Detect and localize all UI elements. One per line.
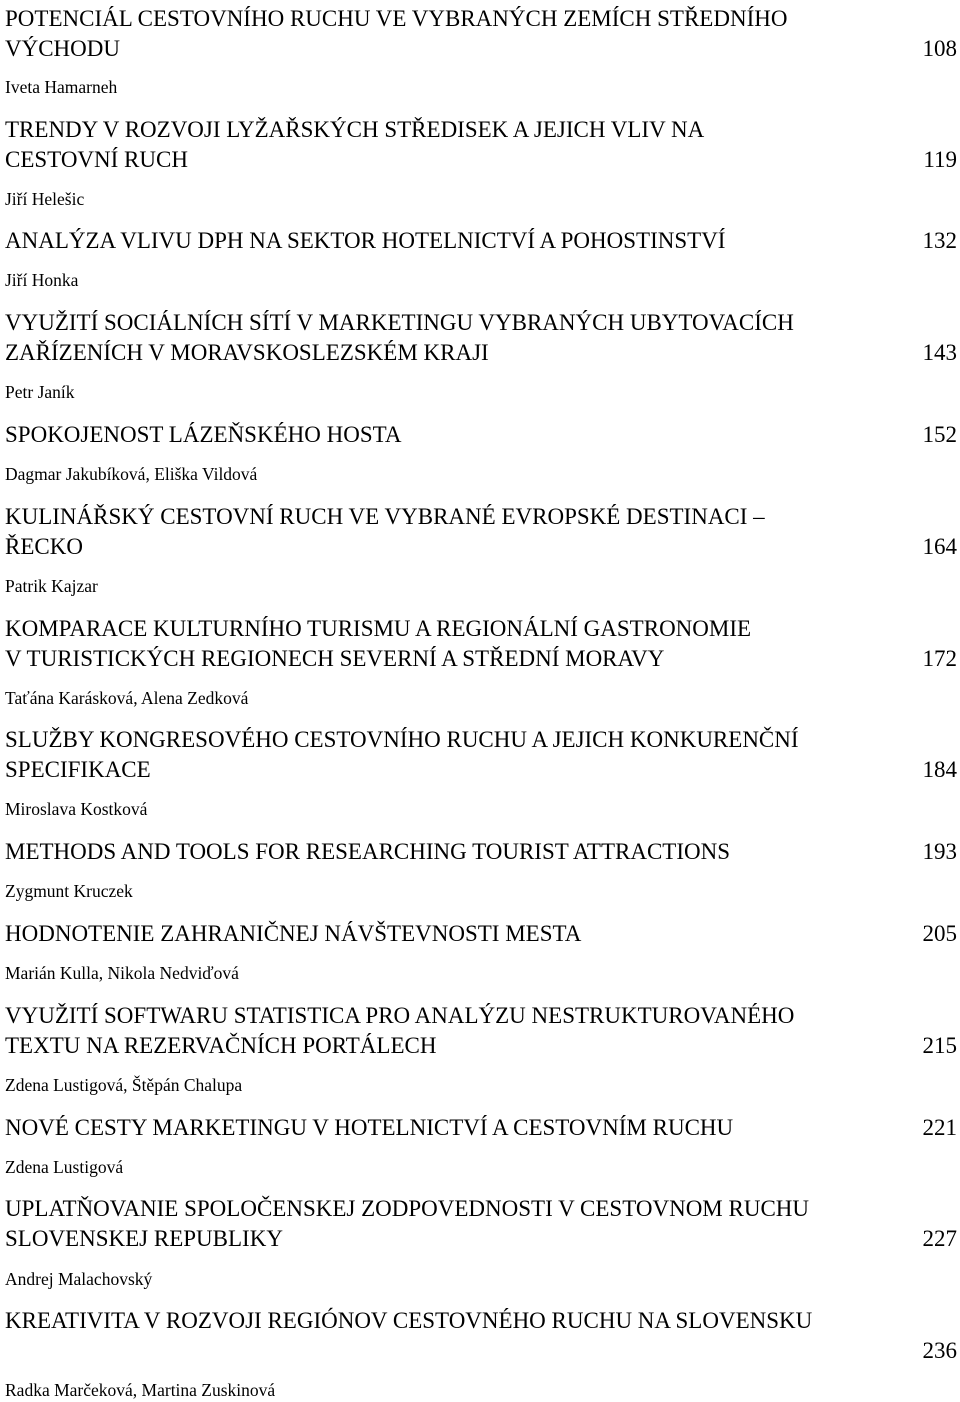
entry-page-number: 143 [922, 340, 957, 365]
entry-title-line: V TURISTICKÝCH REGIONECH SEVERNÍ A STŘEDNÍ MORAVY [5, 646, 665, 671]
entry-title-line: TEXTU NA REZERVAČNÍCH PORTÁLECH [5, 1033, 437, 1058]
entry-authors: Taťána Karásková, Alena Zedková [5, 688, 249, 708]
entry-title-line: METHODS AND TOOLS FOR RESEARCHING TOURIST ATTRACTIONS [5, 839, 731, 864]
entry-page-number: 227 [922, 1226, 957, 1251]
entry-title-line: TRENDY V ROZVOJI LYŽAŘSKÝCH STŘEDISEK A JEJICH VLIV NA [5, 117, 705, 142]
entry-title-line: SPECIFIKACE [5, 757, 151, 782]
entry-title-line: POTENCIÁL CESTOVNÍHO RUCHU VE VYBRANÝCH ZEMÍCH STŘEDNÍHO [5, 6, 788, 31]
entry-title-line: ZAŘÍZENÍCH V MORAVSKOSLEZSKÉM KRAJI [5, 340, 489, 365]
entry-title-line: KOMPARACE KULTURNÍHO TURISMU A REGIONÁLNÍ GASTRONOMIE [5, 616, 752, 641]
entry-page-number: 152 [922, 422, 957, 447]
entry-authors: Dagmar Jakubíková, Eliška Vildová [5, 464, 258, 484]
entry-authors: Marián Kulla, Nikola Nedviďová [5, 963, 239, 983]
entry-authors: Patrik Kajzar [5, 576, 98, 596]
entry-authors: Zdena Lustigová [5, 1157, 124, 1177]
entry-title-line: UPLATŇOVANIE SPOLOČENSKEJ ZODPOVEDNOSTI V CESTOVNOM RUCHU [5, 1196, 810, 1221]
entry-title-line: SLUŽBY KONGRESOVÉHO CESTOVNÍHO RUCHU A JEJICH KONKURENČNÍ [5, 727, 799, 752]
entry-title-line: KREATIVITA V ROZVOJI REGIÓNOV CESTOVNÉHO RUCHU NA SLOVENSKU [5, 1308, 813, 1333]
entry-authors: Iveta Hamarneh [5, 77, 118, 97]
entry-title-line: ŘECKO [5, 534, 83, 559]
entry-authors: Jiří Helešic [5, 189, 85, 209]
entry-title-line: SLOVENSKEJ REPUBLIKY [5, 1226, 283, 1251]
entry-page-number: 132 [922, 228, 957, 253]
entry-page-number: 215 [922, 1033, 957, 1058]
entry-title-line: VYUŽITÍ SOCIÁLNÍCH SÍTÍ V MARKETINGU VYBRANÝCH UBYTOVACÍCH [5, 310, 794, 335]
entry-title-line: KULINÁŘSKÝ CESTOVNÍ RUCH VE VYBRANÉ EVROPSKÉ DESTINACI – [5, 504, 765, 529]
entry-title-line: VYUŽITÍ SOFTWARU STATISTICA PRO ANALÝZU NESTRUKTUROVANÉHO [5, 1003, 795, 1028]
entry-authors: Jiří Honka [5, 270, 79, 290]
entry-page-number: 221 [922, 1115, 957, 1140]
entry-authors: Miroslava Kostková [5, 799, 148, 819]
entry-title-line: NOVÉ CESTY MARKETINGU V HOTELNICTVÍ A CESTOVNÍM RUCHU [5, 1115, 734, 1140]
entry-page-number: 184 [922, 757, 957, 782]
entry-title-line: ANALÝZA VLIVU DPH NA SEKTOR HOTELNICTVÍ A POHOSTINSTVÍ [5, 228, 726, 253]
entry-page-number: 193 [922, 839, 957, 864]
entry-page-number: 205 [922, 921, 957, 946]
entry-authors: Radka Marčeková, Martina Zuskinová [5, 1380, 276, 1400]
entry-title-line: HODNOTENIE ZAHRANIČNEJ NÁVŠTEVNOSTI MESTA [5, 921, 582, 946]
entry-title-line: CESTOVNÍ RUCH [5, 147, 188, 172]
entry-authors: Andrej Malachovský [5, 1269, 153, 1289]
entry-page-number: 236 [922, 1338, 957, 1363]
entry-authors: Zygmunt Kruczek [5, 881, 133, 901]
entry-title-line: VÝCHODU [5, 36, 120, 61]
entry-authors: Petr Janík [5, 382, 75, 402]
entry-page-number: 164 [922, 534, 957, 559]
entry-page-number: 108 [922, 36, 957, 61]
entry-title-line: SPOKOJENOST LÁZEŇSKÉHO HOSTA [5, 422, 402, 447]
entry-authors: Zdena Lustigová, Štěpán Chalupa [5, 1075, 243, 1095]
entry-page-number: 172 [922, 646, 957, 671]
entry-page-number: 119 [923, 147, 957, 172]
